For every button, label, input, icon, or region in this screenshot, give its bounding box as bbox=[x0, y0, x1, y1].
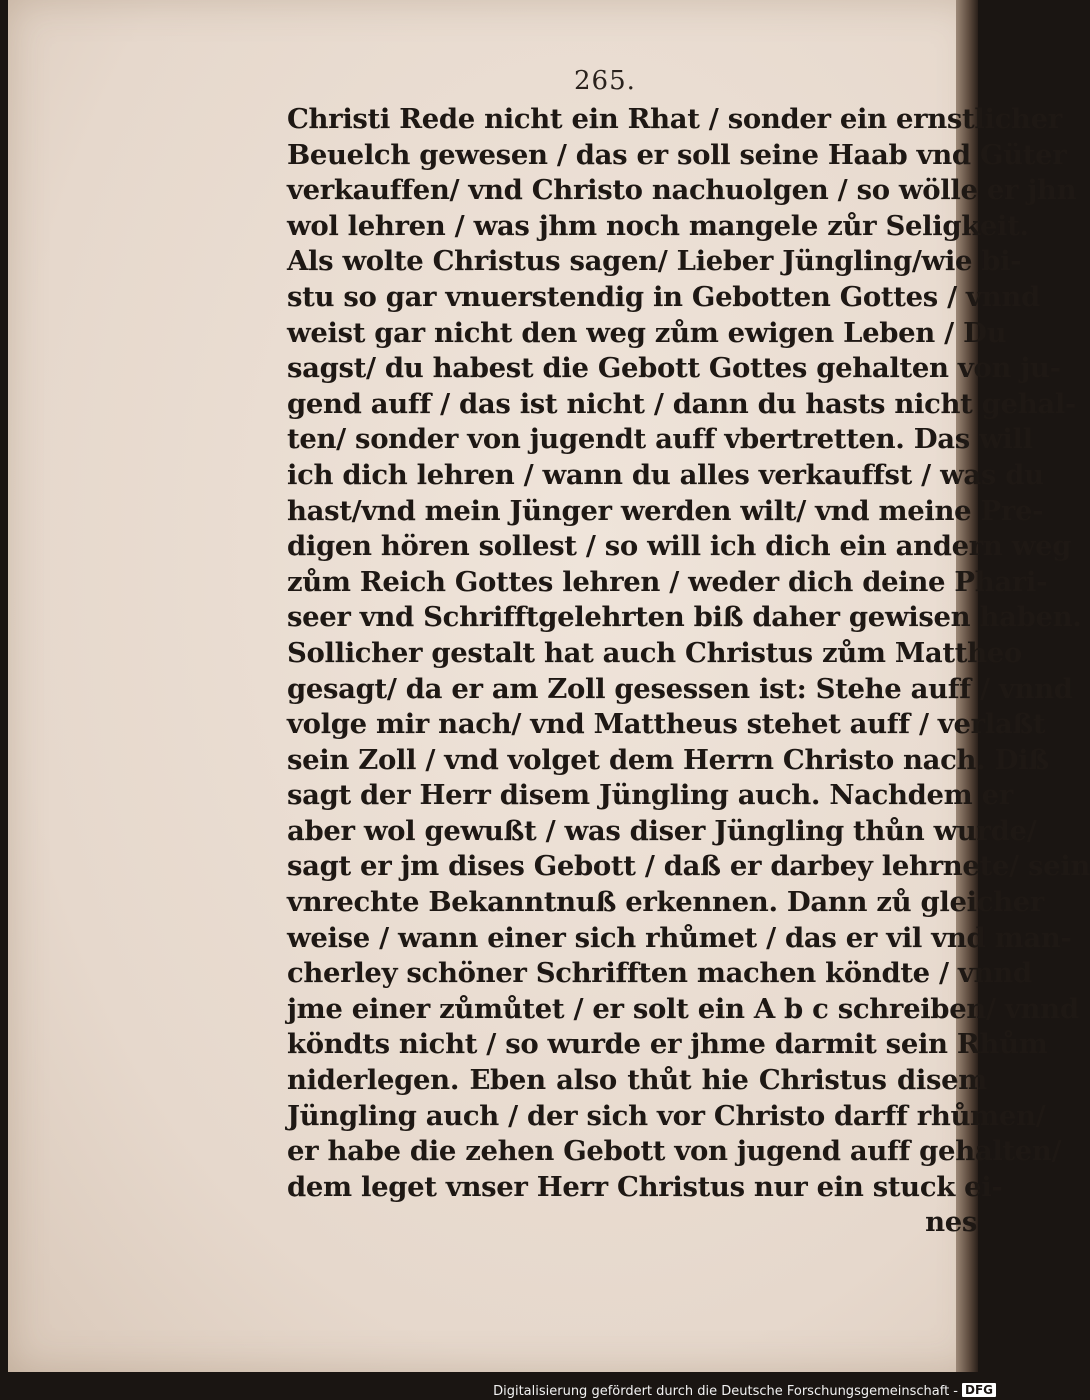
text-line: jme einer zůmůtet / er solt ein A b c schreiben/ vnnd bbox=[287, 992, 1079, 1025]
text-line: aber wol gewußt / was diser Jüngling thůn wurde/ bbox=[287, 814, 1037, 847]
text-line: Sollicher gestalt hat auch Christus zům Mattheo bbox=[287, 636, 1022, 669]
text-line: ich dich lehren / wann du alles verkauffst / was du bbox=[287, 458, 1044, 491]
text-line: Als wolte Christus sagen/ Lieber Jüngling/wie bi- bbox=[287, 245, 1022, 278]
text-line: cherley schöner Schrifften machen köndte / vnnd bbox=[287, 957, 1032, 990]
text-line: sagst/ du habest die Gebott Gottes gehalten von ju- bbox=[287, 352, 1061, 385]
text-line: seer vnd Schrifftgelehrten biß daher gewisen haben. bbox=[287, 601, 1082, 634]
text-line: weise / wann einer sich rhůmet / das er vil vnd man- bbox=[287, 921, 1072, 954]
text-line: Jüngling auch / der sich vor Christo darff rhůmen/ bbox=[287, 1099, 1046, 1132]
text-line: köndts nicht / so wurde er jhme darmit sein Rhům bbox=[287, 1028, 1048, 1061]
text-line: zům Reich Gottes lehren / weder dich deine Phari- bbox=[287, 565, 1048, 598]
text-line: Beuelch gewesen / das er soll seine Haab vnd Güter bbox=[287, 138, 1067, 171]
text-line: sagt er jm dises Gebott / daß er darbey lehrnete/ sein bbox=[287, 850, 1090, 883]
page-text-block bbox=[287, 102, 1090, 1241]
text-line: nes bbox=[925, 1206, 977, 1239]
text-line: sein Zoll / vnd volget dem Herrn Christo nach. Diß bbox=[287, 743, 1049, 776]
text-line: ten/ sonder von jugendt auff vbertretten. Das will bbox=[287, 423, 1033, 456]
text-line: niderlegen. Eben also thůt hie Christus disem bbox=[287, 1064, 987, 1097]
text-line: wol lehren / was jhm noch mangele zůr Seligkeit. bbox=[287, 209, 1029, 242]
text-line: er habe die zehen Gebott von jugend auff gehalten/ bbox=[287, 1135, 1062, 1168]
text-line: volge mir nach/ vnd Mattheus stehet auff / verlaßt bbox=[287, 708, 1046, 741]
page-number: 265. bbox=[574, 66, 636, 96]
text-line: hast/vnd mein Jünger werden wilt/ vnd meine Pre- bbox=[287, 494, 1044, 527]
text-line: verkauffen/ vnd Christo nachuolgen / so wölle er jhn bbox=[287, 174, 1077, 207]
text-line: weist gar nicht den weg zům ewigen Leben / Du bbox=[287, 316, 1007, 349]
text-line: gend auff / das ist nicht / dann du hasts nicht gehal- bbox=[287, 387, 1076, 420]
footer-caption: Digitalisierung gefördert durch die Deutsche Forschungsgemeinschaft - bbox=[493, 1384, 958, 1399]
text-line: vnrechte Bekanntnuß erkennen. Dann zů gleicher bbox=[287, 886, 1045, 919]
text-line: digen hören sollest / so will ich dich ein andern weg bbox=[287, 530, 1072, 563]
dfg-logo: DFG bbox=[962, 1383, 996, 1397]
text-line: dem leget vnser Herr Christus nur ein stuck ei- bbox=[287, 1170, 1003, 1203]
text-line: sagt der Herr disem Jüngling auch. Nachdem er bbox=[287, 779, 1013, 812]
text-line: stu so gar vnuerstendig in Gebotten Gottes / vnnd bbox=[287, 280, 1040, 313]
text-line: Christi Rede nicht ein Rhat / sonder ein ernstlicher bbox=[287, 103, 1062, 135]
text-line: gesagt/ da er am Zoll gesessen ist: Stehe auff / vnnd bbox=[287, 672, 1073, 705]
